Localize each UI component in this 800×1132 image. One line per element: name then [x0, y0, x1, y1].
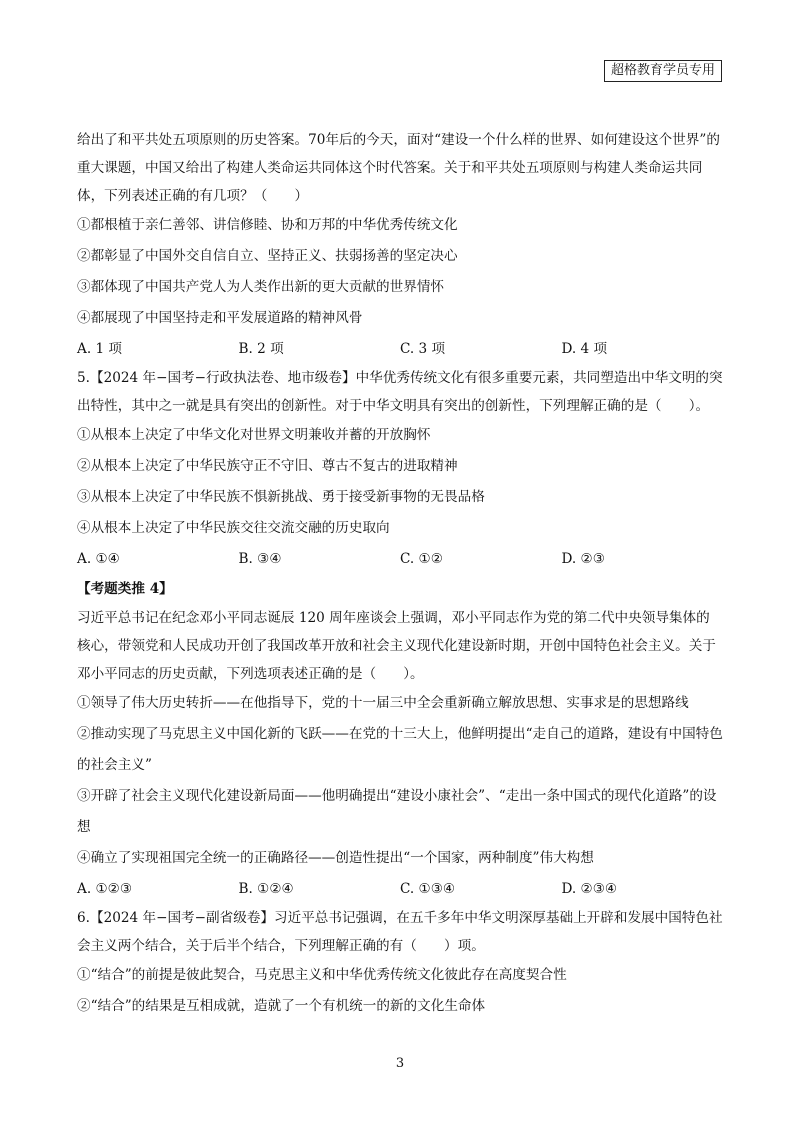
option-a: A. ①④	[77, 551, 120, 567]
answer-options	[77, 335, 723, 363]
answer-options	[77, 875, 723, 903]
statement-item: ③都体现了中国共产党人为人类作出新的更大贡献的世界情怀	[77, 279, 445, 295]
document-body	[77, 126, 723, 1022]
option-b: B. ③④	[238, 551, 282, 567]
question-4	[77, 126, 723, 363]
option-d: D. ②③④	[561, 881, 618, 897]
option-b: B. ①②④	[238, 881, 294, 897]
answer-options	[77, 545, 723, 573]
option-b: B. 2 项	[238, 341, 284, 357]
option-a: A. ①②③	[77, 881, 133, 897]
statement-item: ①领导了伟大历史转折——在他指导下，党的十一届三中全会重新确立解放思想、实事求是的思想路线	[77, 695, 689, 711]
statement-item: ②推动实现了马克思主义中国化新的飞跃——在党的十三大上，他鲜明提出“走自己的道路，建设有中国特色的社会主义”	[77, 726, 723, 773]
statement-item: ④确立了实现祖国完全统一的正确路径——创造性提出“一个国家，两种制度”伟大构想	[77, 850, 594, 866]
option-d: D. 4 项	[561, 341, 608, 357]
question-stem: 5.【2024 年−国考−行政执法卷、地市级卷】中华优秀传统文化有很多重要元素，共同塑造出中华文明的突出特性，其中之一就是具有突出的创新性。对于中华文明具有突出的创新性，下列理解正确的是（ ）。	[77, 370, 723, 414]
statement-item: ②都彰显了中国外交自信自立、坚持正义、扶弱扬善的坚定决心	[77, 248, 458, 264]
statement-item: ①从根本上决定了中华文化对世界文明兼收并蓄的开放胸怀	[77, 427, 431, 443]
statement-item: ①“结合”的前提是彼此契合，马克思主义和中华优秀传统文化彼此存在高度契合性	[77, 967, 567, 983]
header-label: 超格教育学员专用	[604, 60, 722, 82]
option-a: A. 1 项	[77, 341, 123, 357]
option-c: C. ①②	[400, 551, 443, 567]
question-stem: 习近平总书记在纪念邓小平同志诞辰 120 周年座谈会上强调，邓小平同志作为党的第二代中央领导集体的核心，带领党和人民成功开创了我国改革开放和社会主义现代化建设新时期，开创中国特色社会主义。关于邓小平同志的历史贡献，下列选项表述正确的是（ ）。	[77, 610, 716, 682]
page-number: 3	[395, 1056, 405, 1071]
question-stem: 6.【2024 年−国考−副省级卷】习近平总书记强调，在五千多年中华文明深厚基础上开辟和发展中国特色社会主义两个结合，关于后半个结合，下列理解正确的有（ ）项。	[77, 910, 723, 954]
statement-item: ②“结合”的结果是互相成就，造就了一个有机统一的新的文化生命体	[77, 998, 486, 1014]
option-c: C. 3 项	[400, 341, 446, 357]
question-stem: 给出了和平共处五项原则的历史答案。70年后的今天，面对“建设一个什么样的世界、如何建设这个世界”的重大课题，中国又给出了构建人类命运共同体这个时代答案。关于和平共处五项原则与构建人类命运共同体，下列表述正确的有几项？（ ）	[77, 132, 720, 204]
option-c: C. ①③④	[400, 881, 456, 897]
question-6	[77, 904, 723, 1022]
section-title: 【考题类推 4】	[77, 581, 173, 597]
question-extra	[77, 604, 723, 903]
question-5	[77, 364, 723, 573]
option-d: D. ②③	[561, 551, 605, 567]
statement-item: ③从根本上决定了中华民族不惧新挑战、勇于接受新事物的无畏品格	[77, 489, 485, 505]
statement-item: ②从根本上决定了中华民族守正不守旧、尊古不复古的进取精神	[77, 458, 458, 474]
statement-item: ④从根本上决定了中华民族交往交流交融的历史取向	[77, 520, 390, 536]
statement-item: ③开辟了社会主义现代化建设新局面——他明确提出“建设小康社会”、“走出一条中国式的现代化道路”的设想	[77, 788, 717, 835]
statement-item: ①都根植于亲仁善邻、讲信修睦、协和万邦的中华优秀传统文化	[77, 217, 458, 233]
statement-item: ④都展现了中国坚持走和平发展道路的精神风骨	[77, 310, 363, 326]
